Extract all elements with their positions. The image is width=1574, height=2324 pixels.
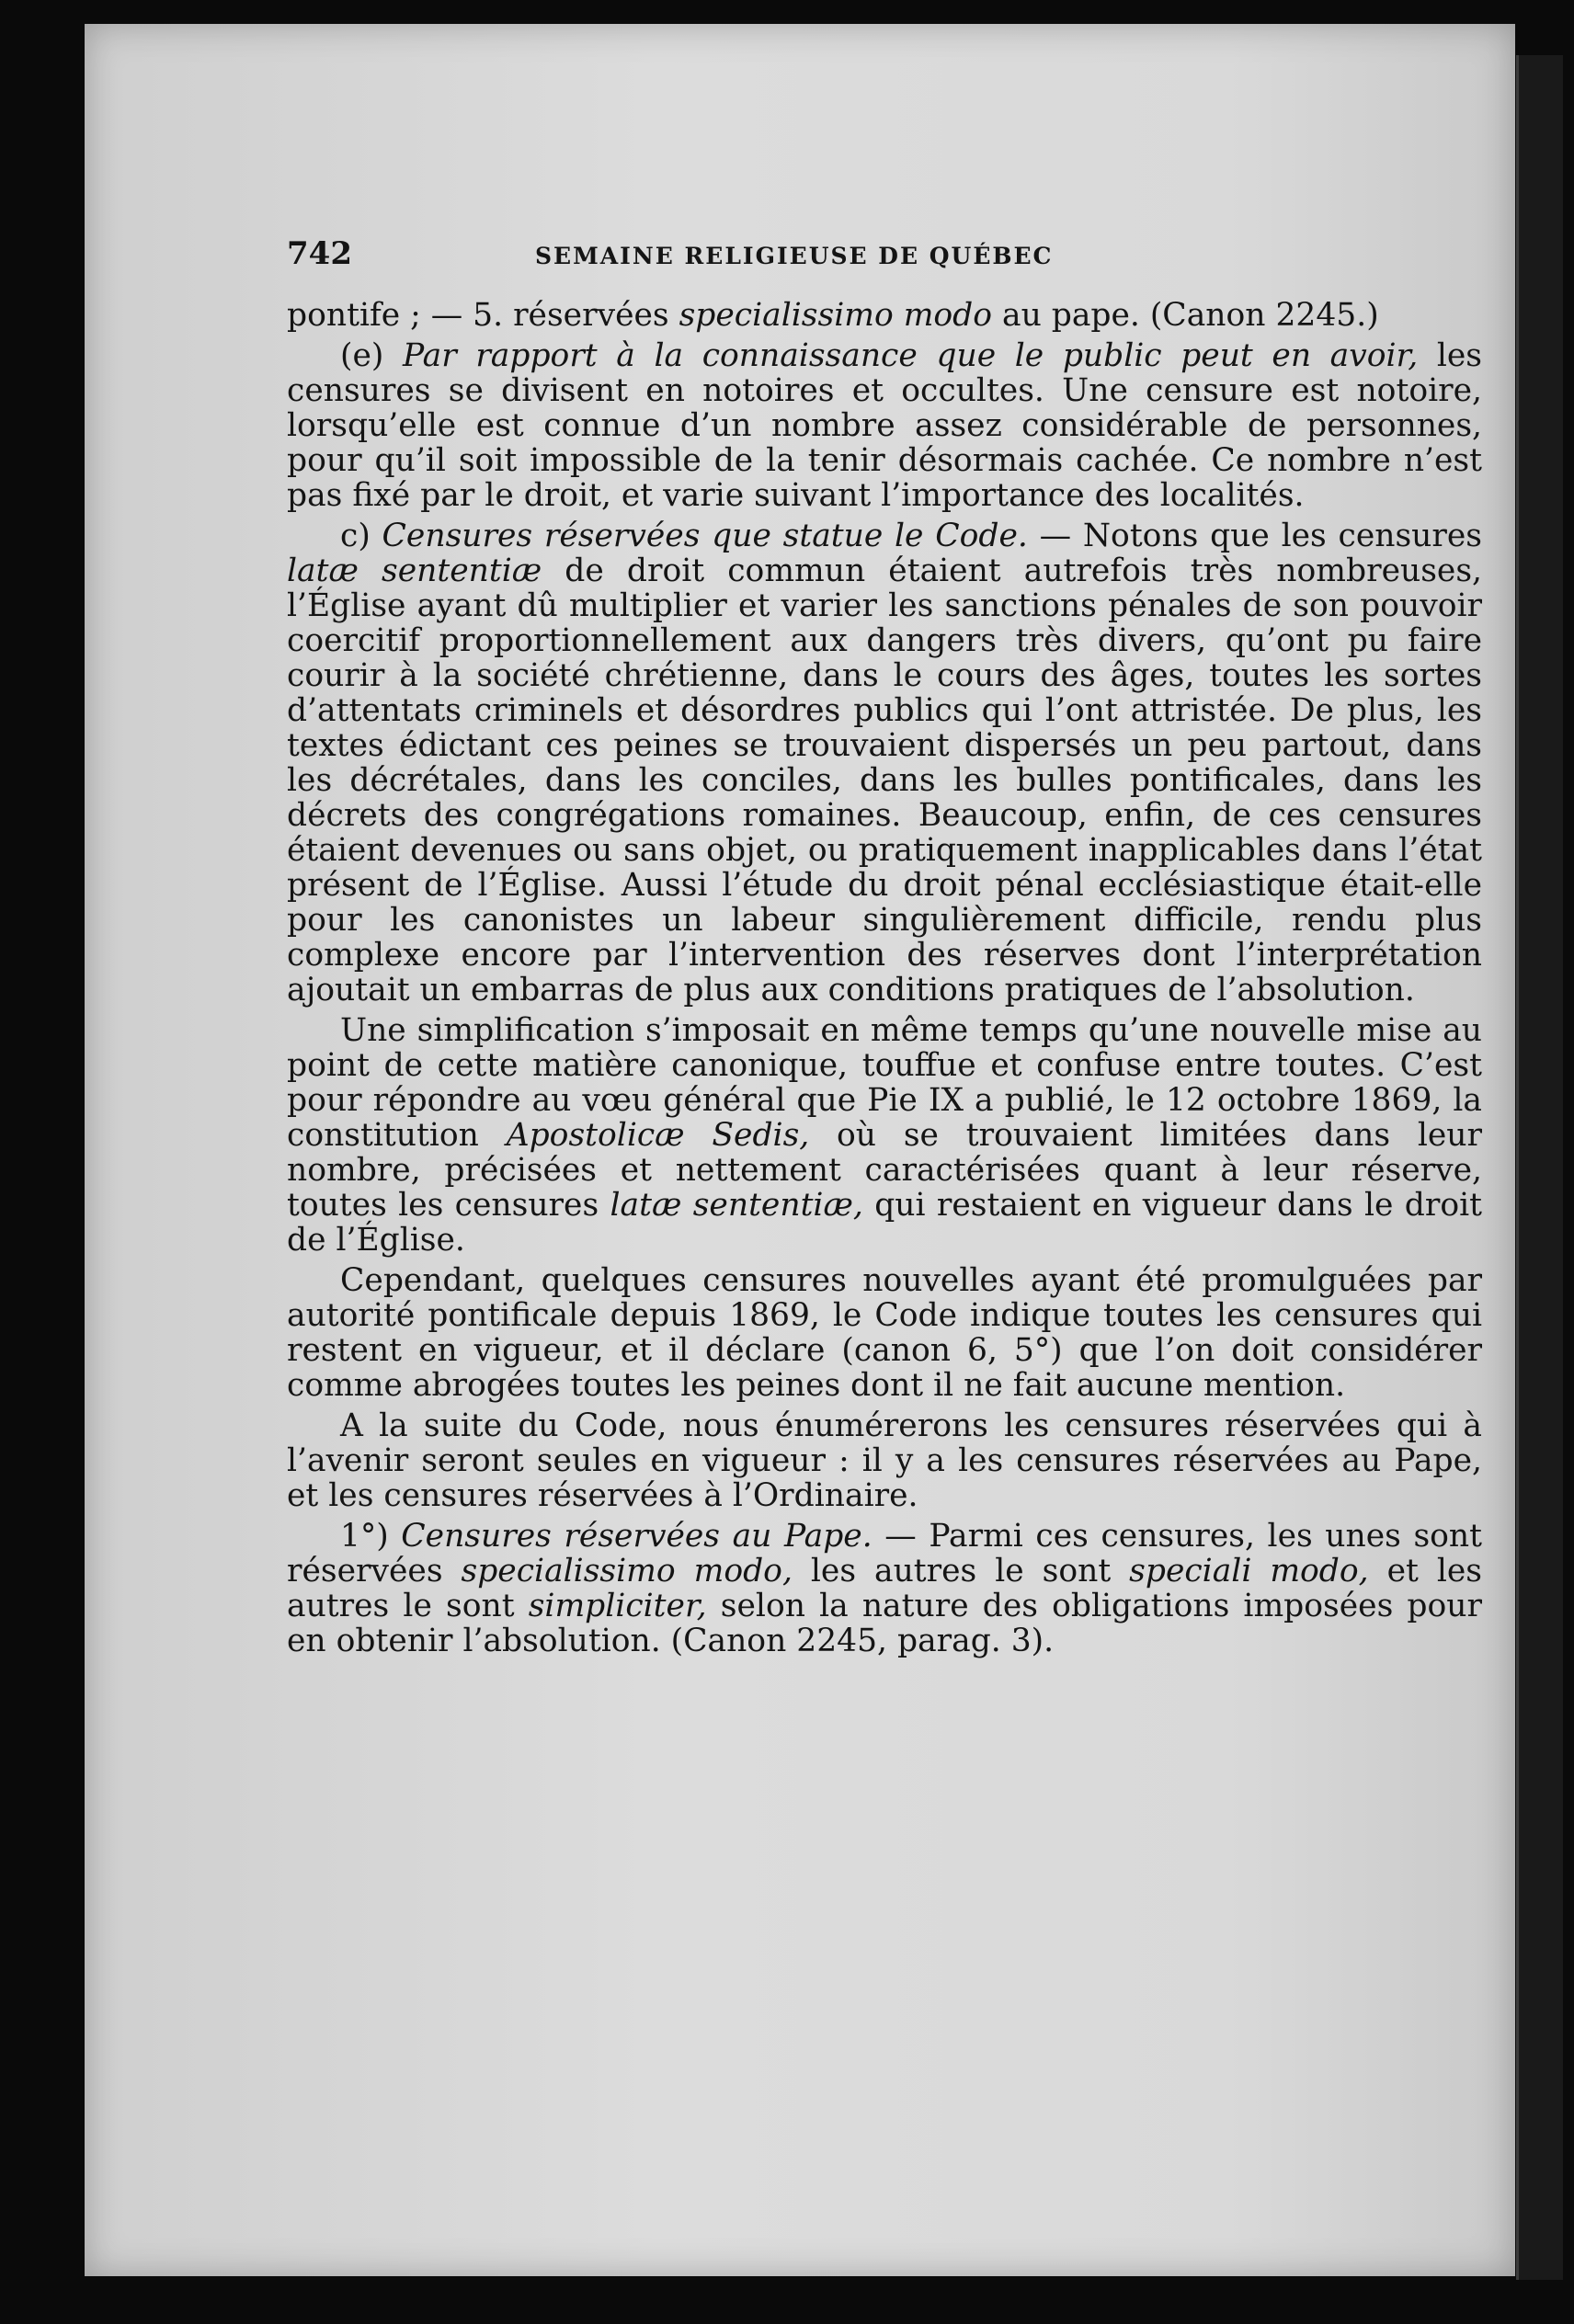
- text-run: A la suite du Code, nous énumérerons les censures réservées qui à l’avenir seront seules en vigueur : il y a les censures réservées au Pape, et les censures réservées à l’Ordinaire.: [287, 1407, 1482, 1514]
- italic-run: Censures réservées que statue le Code.: [382, 518, 1028, 554]
- text-run: qui restaient en vigueur dans le droit de l’Église.: [287, 1187, 1482, 1259]
- text-run: les autres le sont: [792, 1553, 1130, 1589]
- text-run: selon la nature des obligations imposées pour en obtenir l’absolution. (Canon 2245, parag. 3).: [287, 1588, 1482, 1659]
- adjacent-page-edge: [1516, 55, 1563, 2280]
- paragraph: [287, 1408, 1482, 1513]
- running-head: SEMAINE RELIGIEUSE DE QUÉBEC: [535, 243, 1054, 269]
- italic-run: speciali modo,: [1129, 1553, 1369, 1589]
- scanned-page: [85, 24, 1515, 2276]
- paragraph: [287, 298, 1482, 333]
- italic-run: Par rapport à la connaissance que le public peut en avoir,: [402, 337, 1419, 374]
- paragraph: [287, 518, 1482, 1008]
- italic-run: specialissimo modo: [679, 297, 993, 334]
- text-run: — Parmi ces censures, les unes sont réservées: [287, 1518, 1482, 1589]
- text-run: de droit commun étaient autrefois très nombreuses, l’Église ayant dû multiplier et varier les sanctions pénales de son pouvoir coercitif proportionnellement aux dangers très divers, qu’ont pu faire courir à la société chrétienne, dans le cours des âges, toutes les sortes d’attentats criminels et désordres publics qui l’ont attristée. De plus, les textes édictant ces peines se trouvaient dispersés un peu partout, dans les décrétales, dans les conciles, dans les bulles pontificales, dans les décrets des congrégations romaines. Beaucoup, enfin, de ces censures étaient devenues ou sans objet, ou pratiquement inapplicables dans l’état présent de l’Église. Aussi l’étude du droit pénal ecclésiastique était-elle pour les canonistes un labeur singulièrement difficile, rendu plus complexe encore par l’intervention des réserves dont l’interprétation ajoutait un embarras de plus aux conditions pratiques de l’absolution.: [287, 553, 1483, 1008]
- text-run: pontife ; — 5. réservées: [287, 297, 679, 334]
- italic-run: latæ sententiæ,: [610, 1187, 863, 1224]
- text-run: 1°): [340, 1518, 402, 1555]
- italic-run: simpliciter,: [528, 1588, 707, 1624]
- italic-run: specialissimo modo,: [461, 1553, 793, 1589]
- text-run: où se trouvaient limitées dans leur nombre, précisées et nettement caractérisées quant à leur réserve, toutes les censures: [287, 1117, 1482, 1224]
- page-number: 742: [287, 235, 352, 272]
- text-run: au pape. (Canon 2245.): [992, 297, 1379, 334]
- paragraph: [287, 1013, 1482, 1258]
- text-run: les censures se divisent en notoires et occultes. Une censure est notoire, lorsqu’elle est connue d’un nombre assez considérable de personnes, pour qu’il soit impossible de la tenir désormais cachée. Ce nombre n’est pas fixé par le droit, et varie suivant l’importance des localités.: [287, 337, 1482, 514]
- italic-run: latæ sententiæ: [287, 553, 542, 589]
- page-content: [287, 235, 1482, 1658]
- italic-run: Censures réservées au Pape.: [401, 1518, 873, 1555]
- paragraph: [287, 1519, 1482, 1658]
- page-header: [287, 235, 1482, 272]
- text-run: Une simplification s’imposait en même temps qu’une nouvelle mise au point de cette matière canonique, touffue et confuse entre toutes. C’est pour répondre au vœu général que Pie IX a publié, le 12 octobre 1869, la constitution: [287, 1012, 1482, 1154]
- text-run: Cependant, quelques censures nouvelles ayant été promulguées par autorité pontificale depuis 1869, le Code indique toutes les censures qui restent en vigueur, et il déclare (canon 6, 5°) que l’on doit considérer comme abrogées toutes les peines dont il ne fait aucune mention.: [287, 1262, 1482, 1404]
- text-run: (e): [340, 337, 403, 374]
- body-text: [287, 298, 1482, 1658]
- italic-run: Apostolicæ Sedis,: [506, 1117, 810, 1154]
- text-run: et les autres le sont: [287, 1553, 1482, 1624]
- text-run: c): [340, 518, 382, 554]
- paragraph: [287, 1263, 1482, 1403]
- text-run: — Notons que les censures: [1027, 518, 1482, 554]
- paragraph: [287, 338, 1482, 513]
